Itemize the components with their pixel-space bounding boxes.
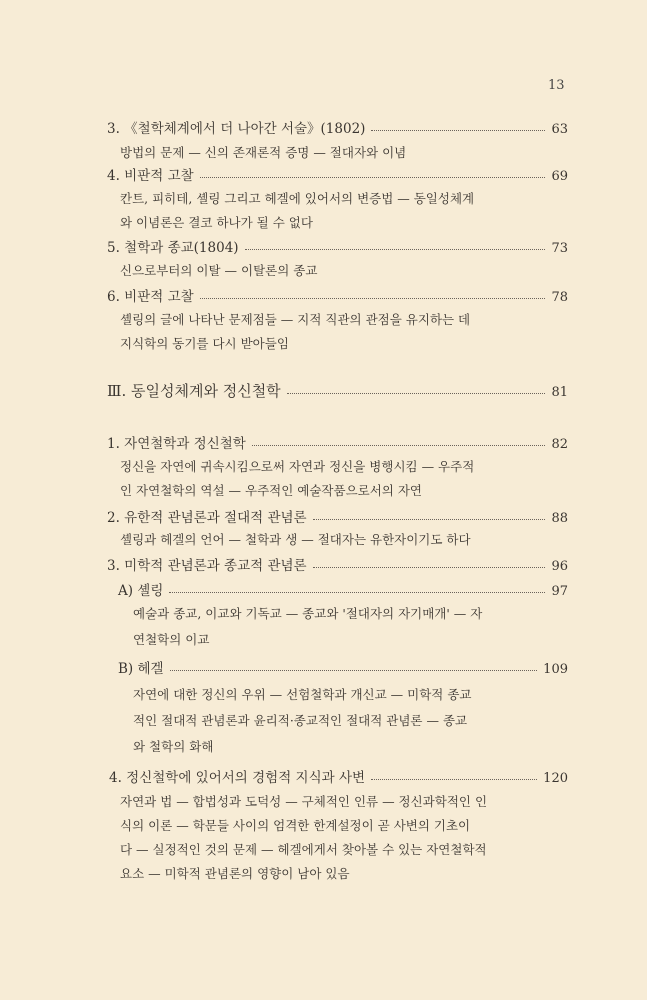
chapter-title: Ⅲ. 동일성체계와 정신철학 [107,382,281,400]
entry-title: 2. 유한적 관념론과 절대적 관념론 [107,510,307,526]
subentry-title: B) 헤겔 [118,661,164,677]
entry-description: 다 — 실정적인 것의 문제 — 헤겔에게서 찾아볼 수 있는 자연철학적 [120,842,487,857]
subentry-page: 109 [543,662,568,677]
toc-subentry[interactable] [118,657,568,677]
subentry-page: 97 [551,584,568,599]
entry-page: 96 [551,559,568,574]
entry-page: 78 [551,290,568,305]
entry-page: 69 [551,169,568,184]
entry-title: 3. 미학적 관념론과 종교적 관념론 [107,558,307,574]
entry-description: 방법의 문제 — 신의 존재론적 증명 — 절대자와 이념 [120,145,407,160]
page-number: 13 [548,78,565,93]
subentry-title: A) 셸링 [118,583,164,599]
entry-description: 신으로부터의 이탈 — 이탈론의 종교 [120,263,318,278]
entry-title: 4. 비판적 고찰 [107,168,194,184]
entry-description: 식의 이론 — 학문들 사이의 엄격한 한계설정이 곧 사변의 기초이 [120,818,471,833]
leader-dots [371,130,545,131]
leader-dots [169,592,545,593]
leader-dots [371,779,537,780]
leader-dots [287,393,546,394]
entry-description: 지식학의 동기를 다시 받아들임 [120,336,289,351]
toc-entry[interactable] [107,164,568,184]
entry-page: 88 [551,511,568,526]
toc-entry[interactable] [107,285,568,305]
leader-dots [313,519,546,520]
entry-page: 82 [551,437,568,452]
entry-title: 3. 《철학체계에서 더 나아간 서술》(1802) [107,121,366,137]
entry-page: 63 [551,122,568,137]
leader-dots [200,177,546,178]
entry-description: 정신을 자연에 귀속시킴으로써 자연과 정신을 병행시킴 — 우주적 [120,459,475,474]
leader-dots [200,298,546,299]
entry-description: 인 자연철학의 역설 — 우주적인 예술작품으로서의 자연 [120,483,422,498]
subentry-description: 자연에 대한 정신의 우위 — 선험철학과 개신교 — 미학적 종교 [133,687,472,702]
entry-title: 6. 비판적 고찰 [107,289,194,305]
entry-description: 칸트, 피히테, 셸링 그리고 헤겔에 있어서의 변증법 — 동일성체계 [120,191,475,206]
entry-title: 1. 자연철학과 정신철학 [107,436,246,452]
entry-description: 와 이념론은 결코 하나가 될 수 없다 [120,215,313,230]
entry-description: 요소 — 미학적 관념론의 영향이 남아 있음 [120,866,350,881]
chapter-heading[interactable] [107,380,568,401]
leader-dots [170,670,538,671]
entry-title: 4. 정신철학에 있어서의 경험적 지식과 사변 [109,770,366,786]
subentry-description: 예술과 종교, 이교와 기독교 — 종교와 '절대자의 자기매개' — 자 [133,606,483,621]
toc-entry[interactable] [107,554,568,574]
entry-page: 120 [543,771,568,786]
leader-dots [245,249,546,250]
entry-description: 셸링의 글에 나타난 문제점들 — 지적 직관의 관점을 유지하는 데 [120,312,471,327]
toc-subentry[interactable] [118,579,568,599]
toc-entry[interactable] [109,766,568,786]
entry-title: 5. 철학과 종교(1804) [107,240,239,256]
subentry-description: 적인 절대적 관념론과 윤리적·종교적인 절대적 관념론 — 종교 [133,713,468,728]
toc-entry[interactable] [107,117,568,137]
toc-entry[interactable] [107,506,568,526]
toc-entry[interactable] [107,236,568,256]
subentry-description: 와 철학의 화해 [133,739,214,754]
entry-description: 자연과 법 — 합법성과 도덕성 — 구체적인 인류 — 정신과학적인 인 [120,794,488,809]
entry-description: 셸링과 헤겔의 언어 — 철학과 생 — 절대자는 유한자이기도 하다 [120,532,471,547]
entry-page: 73 [551,241,568,256]
leader-dots [313,567,546,568]
leader-dots [252,445,546,446]
chapter-page: 81 [551,385,568,400]
toc-entry[interactable] [107,432,568,452]
subentry-description: 연철학의 이교 [133,632,210,647]
